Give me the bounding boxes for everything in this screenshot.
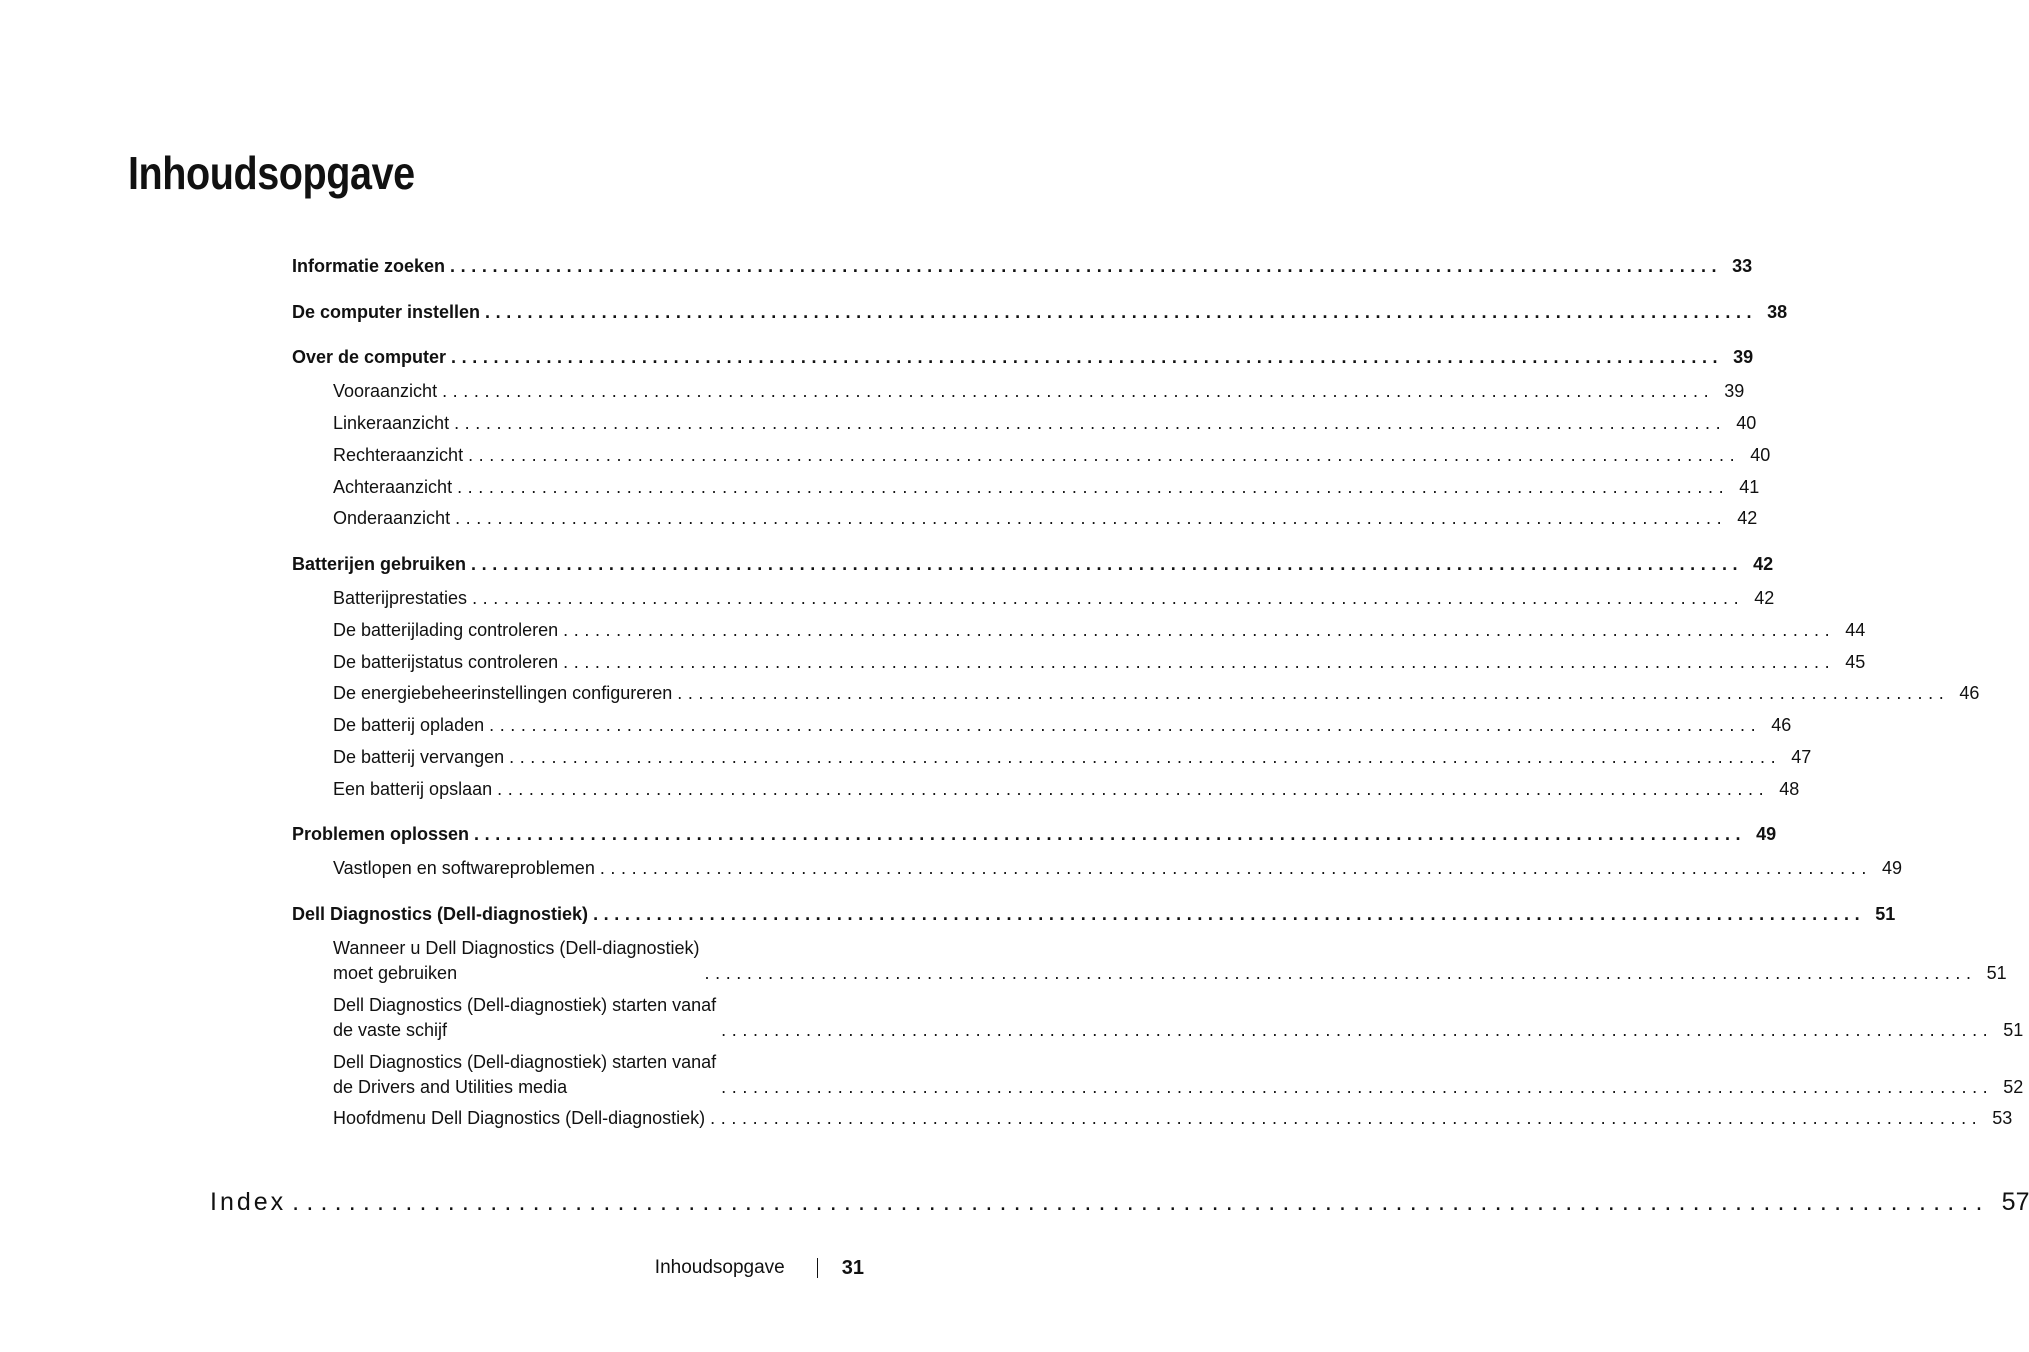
toc-entry[interactable] (292, 300, 1788, 325)
toc-leader: ........................................................................................................................ (509, 747, 1782, 767)
toc-entry[interactable] (333, 586, 1775, 611)
toc-entry[interactable] (292, 552, 1774, 577)
toc-entry-label: Batterijen gebruiken (292, 554, 467, 574)
toc-leader: ........................................................................................................................ (474, 824, 1747, 844)
toc-entry-label: De batterij opladen (333, 715, 485, 735)
toc-entry-label: Over de computer (292, 347, 447, 367)
toc-entry-label-line2: moet gebruiken (333, 963, 458, 983)
toc-entry[interactable] (292, 902, 1896, 927)
toc-entry-label-line2: de Drivers and Utilities media (333, 1077, 568, 1097)
toc-leader: ........................................................................................................................ (454, 413, 1727, 433)
toc-entry-label (333, 936, 700, 986)
toc-page-number: 53 (1992, 1108, 2013, 1128)
toc-leader: ........................................................................................................................ (593, 904, 1866, 924)
toc-entry[interactable] (333, 713, 1792, 738)
toc-page-number: 48 (1779, 779, 1800, 799)
toc-page-number: 42 (1753, 554, 1774, 574)
toc-entry-label: Informatie zoeken (292, 256, 446, 276)
toc-leader: ........................................................................................................................ (457, 477, 1730, 497)
toc-entry[interactable] (333, 618, 1866, 643)
toc-entry-label-line1: Wanneer u Dell Diagnostics (Dell-diagnostiek) (333, 938, 700, 958)
toc-entry-label: Een batterij opslaan (333, 779, 493, 799)
toc-leader: ........................................................................................................................ (442, 381, 1715, 401)
page-footer (600, 1254, 864, 1282)
toc-index-entry[interactable] (210, 1185, 2029, 1219)
toc-entry-label: De batterij vervangen (333, 747, 505, 767)
toc-entry[interactable] (333, 777, 1800, 802)
toc-page-number: 46 (1771, 715, 1792, 735)
toc-leader: ........................................................................................................................ (450, 256, 1723, 276)
toc-leader: ........................................................................................................................ (455, 508, 1728, 528)
toc-page-number: 40 (1736, 413, 1757, 433)
toc-leader: ........................................................................................................................ (489, 715, 1762, 735)
toc-entry-label: De batterijstatus controleren (333, 652, 559, 672)
toc-entry-label: De energiebeheerinstellingen configureren (333, 683, 673, 703)
footer-divider (817, 1258, 818, 1278)
toc-entry[interactable] (333, 993, 2024, 1043)
toc-entry[interactable] (333, 506, 1758, 531)
toc-entry-label: Vastlopen en softwareproblemen (333, 858, 595, 878)
toc-entry-label: Linkeraanzicht (333, 413, 450, 433)
toc-entry[interactable] (333, 1106, 2013, 1131)
toc-leader: ........................................................................................................................ (472, 588, 1745, 608)
toc-page-number: 49 (1756, 824, 1777, 844)
toc-entry-label: Hoofdmenu Dell Diagnostics (Dell-diagnostiek) (333, 1108, 706, 1128)
toc-leader: ........................................................................................................................ (292, 1188, 1990, 1216)
toc-leader: ........................................................................................................................ (468, 445, 1741, 465)
toc-entry[interactable] (333, 745, 1812, 770)
toc-page-number: 40 (1750, 445, 1771, 465)
toc-page-number: 42 (1737, 508, 1758, 528)
toc-entry[interactable] (333, 856, 1902, 881)
toc-page-number: 38 (1767, 302, 1788, 322)
toc-entry-label: De batterijlading controleren (333, 620, 559, 640)
toc-index-label: Index (210, 1188, 287, 1216)
toc-page-number: 52 (2003, 1077, 2024, 1097)
toc-page-number: 39 (1724, 381, 1745, 401)
toc-page-number: 42 (1754, 588, 1775, 608)
toc-index-page-number: 57 (2001, 1188, 2029, 1216)
footer-section-title: Inhoudsopgave (654, 1257, 785, 1278)
toc-entry-label: Onderaanzicht (333, 508, 451, 528)
toc-entry-label: Rechteraanzicht (333, 445, 464, 465)
toc-leader: ........................................................................................................................ (471, 554, 1744, 574)
toc-entry-label: Achteraanzicht (333, 477, 453, 497)
toc-leader: ........................................................................................................................ (677, 683, 1950, 703)
toc-entry-label: Dell Diagnostics (Dell-diagnostiek) (292, 904, 589, 924)
toc-entry-label-line1: Dell Diagnostics (Dell-diagnostiek) starten vanaf (333, 1052, 717, 1072)
toc-entry[interactable] (333, 379, 1745, 404)
toc-entry[interactable] (333, 475, 1760, 500)
toc-page-number: 45 (1845, 652, 1866, 672)
toc-page-number: 51 (1986, 963, 2007, 983)
footer-page-number: 31 (841, 1256, 864, 1279)
toc-leader: ........................................................................................................................ (710, 1108, 1983, 1128)
toc-leader: ........................................................................................................................ (721, 1077, 1994, 1097)
toc-entry-label-line1: Dell Diagnostics (Dell-diagnostiek) starten vanaf (333, 995, 717, 1015)
toc-entry[interactable] (333, 936, 2007, 986)
toc-page-number: 44 (1845, 620, 1866, 640)
page-title: Inhoudsopgave (128, 147, 415, 199)
toc-entry-label: Batterijprestaties (333, 588, 468, 608)
toc-entry[interactable] (333, 681, 1980, 706)
toc-page-number: 49 (1881, 858, 1902, 878)
toc-page-number: 33 (1732, 256, 1753, 276)
toc-entry[interactable] (292, 345, 1754, 370)
toc-entry-label (333, 1050, 716, 1100)
toc-entry-label: Problemen oplossen (292, 824, 470, 844)
toc-page-number: 41 (1739, 477, 1760, 497)
toc-page-number: 51 (1875, 904, 1896, 924)
toc-leader: ........................................................................................................................ (451, 347, 1724, 367)
toc-entry-label: De computer instellen (292, 302, 481, 322)
toc-page-number: 46 (1959, 683, 1980, 703)
toc-entry-label-line2: de vaste schijf (333, 1020, 448, 1040)
toc-leader: ........................................................................................................................ (704, 963, 1977, 983)
toc-page-number: 47 (1791, 747, 1812, 767)
toc-entry[interactable] (333, 1050, 2024, 1100)
toc-entry[interactable] (292, 822, 1777, 847)
toc-leader: ........................................................................................................................ (721, 1020, 1994, 1040)
toc-page-number: 39 (1733, 347, 1754, 367)
toc-entry[interactable] (292, 254, 1753, 279)
toc-leader: ........................................................................................................................ (497, 779, 1770, 799)
toc-entry[interactable] (333, 650, 1866, 675)
toc-page-number: 51 (2003, 1020, 2024, 1040)
toc-leader: ........................................................................................................................ (563, 620, 1836, 640)
toc-leader: ........................................................................................................................ (563, 652, 1836, 672)
toc-leader: ........................................................................................................................ (485, 302, 1758, 322)
toc-entry[interactable] (333, 443, 1771, 468)
toc-leader: ........................................................................................................................ (599, 858, 1872, 878)
toc-entry-label (333, 993, 716, 1043)
toc-entry[interactable] (333, 411, 1757, 436)
toc-entry-label: Vooraanzicht (333, 381, 438, 401)
